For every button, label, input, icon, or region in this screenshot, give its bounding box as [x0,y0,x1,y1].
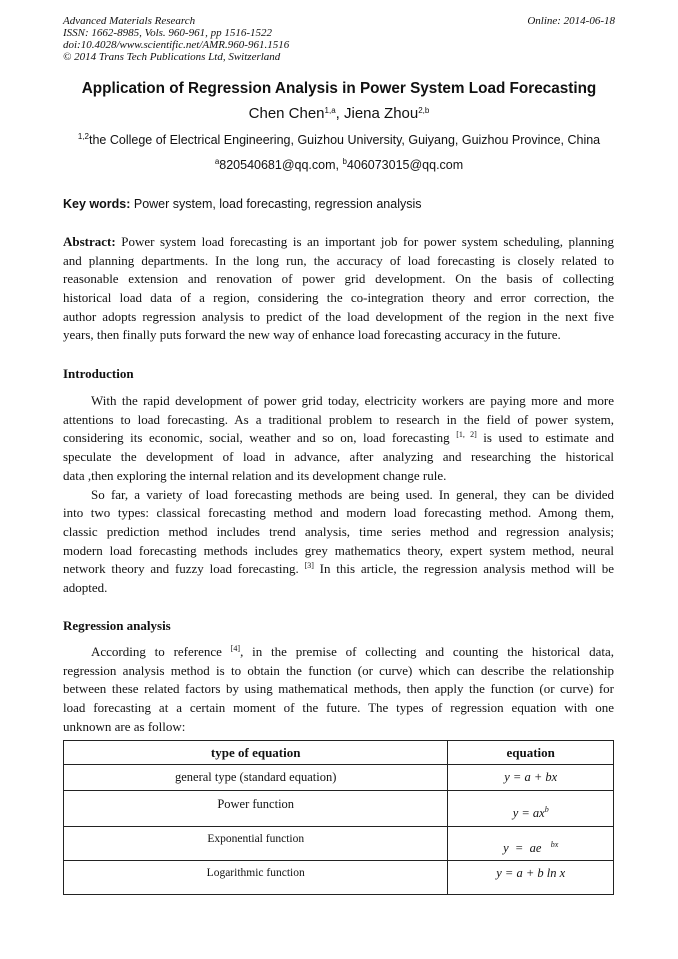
text-line [63,486,614,505]
header-type: type of equation [64,741,448,765]
intro-paragraph-2 [63,486,614,598]
text-line [63,579,614,598]
author-sup: 1,a [324,106,336,115]
table-row [64,861,614,895]
text-segment: load forecasting at a certain moment of the future. The types of regression equation with one [63,700,614,716]
citation[interactable]: [3] [304,561,314,571]
text-segment: data ,then exploring the internal relation and its development change rule. [63,467,447,483]
text-segment: into two types: classical forecasting method and modern load forecasting method. Among them, [63,505,614,521]
online-date: Online: 2014-06-18 [527,15,615,27]
text-segment: adopted. [63,579,108,595]
equation [448,827,614,861]
text-segment: In this article, the regression analysis method will be [313,561,614,577]
text-segment: considering its economic, social, weather and so on, load forecasting [63,430,457,446]
affiliation-sup: 1,2 [77,132,89,141]
text-line [63,467,614,486]
text-line [63,392,614,411]
text-segment: , in the premise of collecting and counting the historical data, [240,644,614,659]
text-line [63,326,614,345]
emails [0,158,678,172]
journal-issn: ISSN: 1662-8985, Vols. 960-961, pp 1516-1522 [63,27,272,39]
text-line [63,429,614,448]
keywords [63,197,422,211]
text-line [63,411,614,430]
text-segment: With the rapid development of power grid today, electricity workers are paying more and more [91,393,614,408]
text-segment: reasonable extension and renovation of power grid development. On the basis of collecting [63,271,614,287]
equation [448,791,614,827]
text-segment: regression analysis method is to obtain the function (or curve) which can describe the relationship [63,662,614,678]
journal-name: Advanced Materials Research [63,15,196,27]
email-sup: a [214,157,220,166]
equation-text: y = a + bx [504,770,558,784]
author-sup: 2,b [418,106,430,115]
abstract-label: Abstract: [63,234,116,249]
email-sep: , [335,158,343,172]
author-name: Jiena Zhou [344,105,419,122]
author-sep: , [335,105,344,122]
text-segment: is used to estimate and [476,430,614,446]
equation-type: Exponential function [64,827,448,861]
heading-regression: Regression analysis [63,618,171,633]
email-sup: b [342,157,347,166]
text-line [63,270,614,289]
text-line [63,718,614,737]
journal-copyright: © 2014 Trans Tech Publications Ltd, Switzerland [63,51,281,63]
text-segment: years, then finally puts forward the new way of enhance load forecasting accuracy in the future. [63,327,561,343]
equation-type: general type (standard equation) [64,765,448,791]
text-line [63,504,614,523]
email-link[interactable]: 820540681@qq.com [219,158,336,172]
table-row [64,791,614,827]
text-segment: between these related factors by using mathematical methods, then apply the function (or curve) for [63,681,614,697]
equation-sup: b [544,805,549,814]
equation [448,765,614,791]
author-name: Chen Chen [248,105,325,122]
citation[interactable]: [1, 2] [456,430,477,440]
affiliation-text: the College of Electrical Engineering, Guizhou University, Guiyang, Guizhou Province, China [88,133,601,147]
text-line [63,308,614,327]
text-line [63,560,614,579]
text-line [63,252,614,271]
text-line [63,233,614,252]
text-segment: and planning departments. In the long run, the accuracy of load forecasting is closely related to [63,252,614,268]
intro-paragraph-1 [63,392,614,485]
heading-introduction: Introduction [63,366,134,381]
text-line [63,448,614,467]
text-segment: attentions to load forecasting. As a traditional problem to research in the field of power system, [63,411,614,427]
text-segment: modern load forecasting methods includes grey mathematics theory, expert system method, neural [63,542,614,558]
text-segment: classic prediction method includes trend analysis, time series method and regression analysis; [63,523,614,539]
table-header-row [64,741,614,765]
authors [0,105,678,122]
equation-sup: bx [550,840,559,849]
text-segment: So far, a variety of load forecasting methods are being used. In general, they can be divided [91,486,614,502]
equation-text: y = a + b ln x [496,866,566,880]
equation [448,861,614,895]
regression-paragraph [63,643,614,736]
affiliation [0,133,678,147]
text-segment: network theory and fuzzy load forecasting. [63,561,305,577]
text-segment: Power system load forecasting is an important job for power system scheduling, planning [115,234,614,249]
text-segment: unknown are as follow: [63,718,186,734]
text-line [63,662,614,681]
paper-title: Application of Regression Analysis in Power System Load Forecasting [81,80,597,97]
text-segment: author adopts regression analysis to predict of the load development of the region in the next five [63,308,614,324]
text-segment: speculate the development of load in advance, after analyzing and researching the historical [63,449,614,465]
text-line [63,289,614,308]
text-line [63,699,614,718]
equation-table [63,740,614,895]
text-line [63,542,614,561]
equation-type: Power function [64,791,448,827]
email-link[interactable]: 406073015@qq.com [346,158,464,172]
equation-type: Logarithmic function [64,861,448,895]
header-equation: equation [448,741,614,765]
equation-text: y = ae [503,841,542,855]
text-line [63,680,614,699]
text-segment: According to reference [91,644,231,659]
text-line [63,523,614,542]
journal-doi: doi:10.4028/www.scientific.net/AMR.960-961.1516 [63,39,290,51]
table-row [64,827,614,861]
text-segment: historical load data of a region, considering the co-integration theory and error correction, the [63,290,614,306]
equation-text: y = ax [512,806,545,820]
table-row [64,765,614,791]
keywords-label: Key words: [63,197,131,211]
text-line [63,643,614,662]
keywords-text: Power system, load forecasting, regression analysis [130,197,422,211]
abstract [63,233,614,345]
citation[interactable]: [4] [230,644,241,653]
